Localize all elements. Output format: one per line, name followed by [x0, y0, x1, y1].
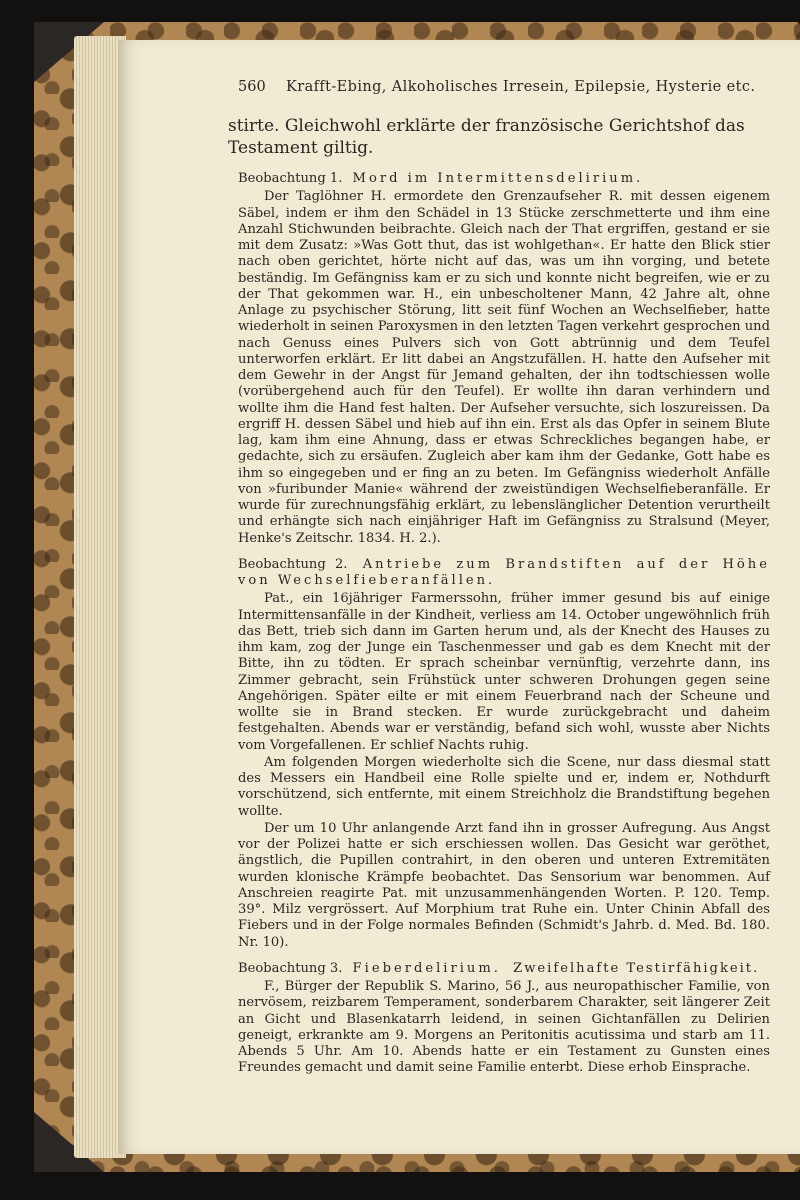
observation-heading	[124, 171, 770, 187]
observation-paragraph: Pat., ein 16jähriger Farmerssohn, früher immer gesund bis auf einige Intermittensanfälle in der Kindheit, verliess am 14. October ungewöhnlich früh das Bett, trieb sich dann im Garten herum und, als der Knecht des Hauses zu ihm kam, zog der Junge ein Taschenmesser und gab es dem Knecht mit der Bitte, ihn zu tödten. Er sprach scheinbar vernünftig, verzehrte dann, ins Zimmer gebracht, sein Frühstück unter schweren Drohungen gegen seine Angehörigen. Später eilte er mit einem Feuerbrand nach der Scheune und wollte sie in Brand stecken. Er wurde zurückgebracht und daheim festgehalten. Abends war er verständig, befand sich wohl, wusste aber Nichts vom Vorgefallenen. Er schlief Nachts ruhig.	[238, 591, 770, 753]
observation-title: Mord im Intermittensdelirium.	[352, 171, 644, 186]
running-title: Krafft-Ebing, Alkoholisches Irresein, Epilepsie, Hysterie etc.	[286, 79, 756, 95]
observation-1	[124, 171, 770, 547]
observation-paragraph: F., Bürger der Republik S. Marino, 56 J., aus neuropathischer Familie, von nervösem, reizbarem Temperament, sonderbarem Charakter, seit längerer Zeit an Gicht und Blasenkatarrh leidend, in seinen Gichtanfällen zu Delirien geneigt, erkrankte am 9. Morgens an Peritonitis acutissima und starb am 11. Abends 5 Uhr. Am 10. Abends hatte er ein Testament zu Gunsten eines Freundes gemacht und damit seine Familie enterbt. Diese erhob Einsprache.	[238, 979, 770, 1076]
observation-heading	[124, 961, 770, 977]
observation-heading	[124, 557, 770, 590]
observation-label: Beobachtung 3.	[238, 960, 343, 976]
observation-paragraph: Am folgenden Morgen wiederholte sich die Scene, nur dass diesmal statt des Messers ein Handbeil eine Rolle spielte und er, indem er, Nothdurft vorschützend, sich entfernte, mit einem Streichholz die Brandstiftung begehen wollte.	[238, 754, 770, 819]
observation-title: Antriebe zum Brandstiften auf der Höhe von Wechselfieberanfällen.	[238, 556, 770, 588]
observation-paragraph: Der um 10 Uhr anlangende Arzt fand ihn in grosser Aufregung. Aus Angst vor der Polizei hatte er sich erschiessen wollen. Das Gesicht war geröthet, ängstlich, die Pupillen contrahirt, in den oberen und unteren Extremitäten wurden klonische Krämpfe beobachtet. Das Sensorium war benommen. Auf Anschreien reagirte Pat. mit unzusammenhängenden Worten. P. 120. Temp. 39°. Milz vergrössert. Auf Morphium trat Ruhe ein. Unter Chinin Abfall des Fiebers und in der Folge normales Befinden (Schmidt's Jahrb. d. Med. Bd. 180. Nr. 10).	[238, 820, 770, 950]
running-head	[124, 77, 770, 97]
observation-label: Beobachtung 2.	[238, 556, 348, 572]
page-text	[124, 77, 770, 1077]
observation-subtitle: Zweifelhafte Testirfähigkeit.	[513, 960, 760, 976]
observation-2	[124, 557, 770, 951]
lead-paragraph: stirte. Gleichwohl erklärte der französische Gerichtshof das Testament giltig.	[228, 116, 745, 158]
observation-label: Beobachtung 1.	[238, 171, 343, 186]
observation-title: Fieberdelirium.	[352, 960, 501, 976]
observation-3	[124, 961, 770, 1077]
observation-paragraph: Der Taglöhner H. ermordete den Grenzaufseher R. mit dessen eigenem Säbel, indem er ihm den Schädel in 13 Stücke zerschmetterte und ihm eine Anzahl Stichwunden beibrachte. Gleich nach der That ergriffen, gestand er sie mit dem Zusatz: »Was Gott thut, das ist wohlgethan«. Er hatte den Blick stier nach oben gerichtet, hörte nicht auf das, was um ihn vorging, und betete beständig. Im Gefängniss kam er zu sich und konnte nicht begreifen, wie er zu der That gekommen war. H., ein unbescholtener Mann, 42 Jahre alt, ohne Anlage zu psychischer Störung, litt seit fünf Wochen an Wechselfieber, hatte wiederholt in seinen Paroxysmen in den letzten Tagen verkehrt gesprochen und nach Genuss eines Pulvers sich von Gott abtrünnig und dem Teufel unterworfen erklärt. Er litt dabei an Angstzufällen. H. hatte den Aufseher mit dem Gewehr in der Angst für Jemand gehalten, der ihn todtschiessen wolle (vorübergehend auch für den Teufel). Er wollte ihn daran verhindern und wollte ihm die Hand fest halten. Der Aufseher versuchte, sich loszureissen. Da ergriff H. dessen Säbel und hieb auf ihn ein. Erst als das Opfer in seinem Blute lag, kam ihm eine Ahnung, dass er etwas Schreckliches begangen habe, er gedachte, sich zu ersäufen. Zugleich aber kam ihm der Gedanke, Gott habe es ihm so eingegeben und er fing an zu beten. Im Gefängniss wiederholt Anfälle von »furibunder Manie« während der zweistündigen Wechselfieberanfälle. Er wurde für zurechnungsfähig erklärt, zu lebenslänglicher Detention verurtheilt und erhängte sich nach einjähriger Haft im Gefängniss zu Stralsund (Meyer, Henke's Zeitschr. 1834. H. 2.).	[238, 189, 770, 546]
page-number: 560	[238, 79, 266, 95]
